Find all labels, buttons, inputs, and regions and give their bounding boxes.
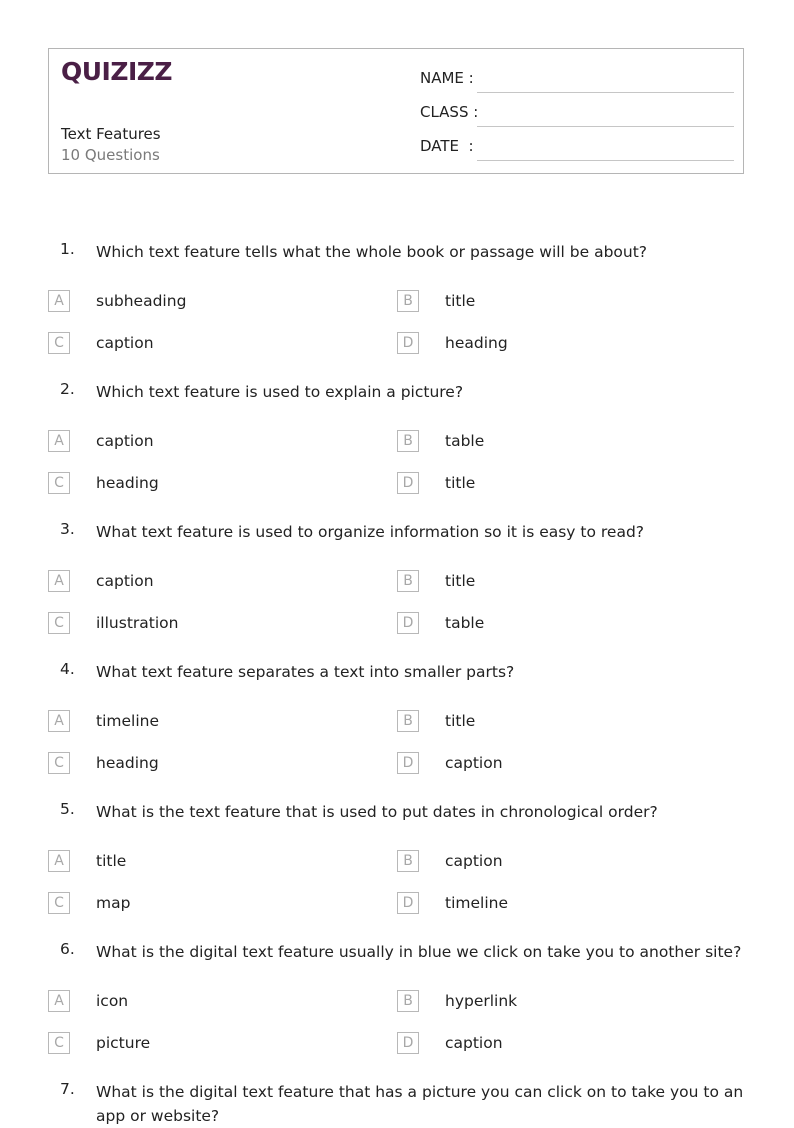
- option-text: caption: [96, 572, 154, 590]
- quizizz-logo: QUIZIZZ: [61, 57, 173, 86]
- option-text: title: [445, 572, 476, 590]
- option-letter-box: A: [48, 570, 70, 592]
- question-text: Which text feature is used to explain a picture?: [96, 383, 464, 401]
- option-text: picture: [96, 1034, 151, 1052]
- option-letter-box: A: [48, 430, 70, 452]
- question-text: What is the text feature that is used to put dates in chronological order?: [96, 803, 658, 821]
- question-number: 4.: [60, 660, 75, 678]
- question-count: 10 Questions: [61, 146, 160, 164]
- option-letter-box: A: [48, 990, 70, 1012]
- date-label: DATE :: [420, 137, 474, 155]
- option-text: caption: [445, 1034, 503, 1052]
- question-text: What is the digital text feature that has a picture you can click on to take you to an app or website?: [96, 1083, 744, 1125]
- option-letter-box: D: [397, 472, 419, 494]
- option-text: table: [445, 614, 485, 632]
- question-text: Which text feature tells what the whole book or passage will be about?: [96, 243, 648, 261]
- option-text: timeline: [96, 712, 159, 730]
- question-number: 3.: [60, 520, 75, 538]
- name-field: [420, 69, 734, 93]
- option-text: title: [96, 852, 127, 870]
- date-field: [420, 137, 734, 161]
- option-text: title: [445, 292, 476, 310]
- question-number: 1.: [60, 240, 75, 258]
- option-text: title: [445, 712, 476, 730]
- question-number: 2.: [60, 380, 75, 398]
- question-text: What text feature separates a text into smaller parts?: [96, 663, 515, 681]
- class-line: [477, 126, 734, 127]
- option-letter-box: C: [48, 332, 70, 354]
- option-letter-box: B: [397, 430, 419, 452]
- option-text: caption: [96, 334, 154, 352]
- option-letter-box: C: [48, 612, 70, 634]
- option-text: timeline: [445, 894, 508, 912]
- option-letter-box: B: [397, 990, 419, 1012]
- question-number: 7.: [60, 1080, 75, 1098]
- option-letter-box: C: [48, 892, 70, 914]
- option-text: heading: [445, 334, 508, 352]
- option-letter-box: D: [397, 892, 419, 914]
- option-letter-box: B: [397, 850, 419, 872]
- option-letter-box: D: [397, 332, 419, 354]
- question-text: What is the digital text feature usually in blue we click on take you to another site?: [96, 943, 742, 961]
- option-letter-box: B: [397, 290, 419, 312]
- option-text: heading: [96, 754, 159, 772]
- option-letter-box: D: [397, 612, 419, 634]
- option-text: caption: [445, 852, 503, 870]
- option-text: heading: [96, 474, 159, 492]
- class-label: CLASS :: [420, 103, 479, 121]
- quiz-title: Text Features: [61, 125, 161, 143]
- question-number: 6.: [60, 940, 75, 958]
- option-letter-box: D: [397, 1032, 419, 1054]
- option-letter-box: C: [48, 752, 70, 774]
- name-line: [477, 92, 734, 93]
- date-line: [477, 160, 734, 161]
- option-text: map: [96, 894, 131, 912]
- option-text: title: [445, 474, 476, 492]
- worksheet-header: [48, 48, 744, 174]
- name-label: NAME :: [420, 69, 474, 87]
- class-field: [420, 103, 734, 127]
- option-letter-box: C: [48, 1032, 70, 1054]
- option-letter-box: A: [48, 850, 70, 872]
- option-text: caption: [96, 432, 154, 450]
- option-text: subheading: [96, 292, 187, 310]
- option-text: icon: [96, 992, 129, 1010]
- option-letter-box: A: [48, 710, 70, 732]
- question-text: What text feature is used to organize information so it is easy to read?: [96, 523, 645, 541]
- option-letter-box: B: [397, 710, 419, 732]
- option-text: illustration: [96, 614, 179, 632]
- option-text: caption: [445, 754, 503, 772]
- question-number: 5.: [60, 800, 75, 818]
- option-letter-box: A: [48, 290, 70, 312]
- option-letter-box: B: [397, 570, 419, 592]
- option-letter-box: C: [48, 472, 70, 494]
- option-text: table: [445, 432, 485, 450]
- option-letter-box: D: [397, 752, 419, 774]
- option-text: hyperlink: [445, 992, 518, 1010]
